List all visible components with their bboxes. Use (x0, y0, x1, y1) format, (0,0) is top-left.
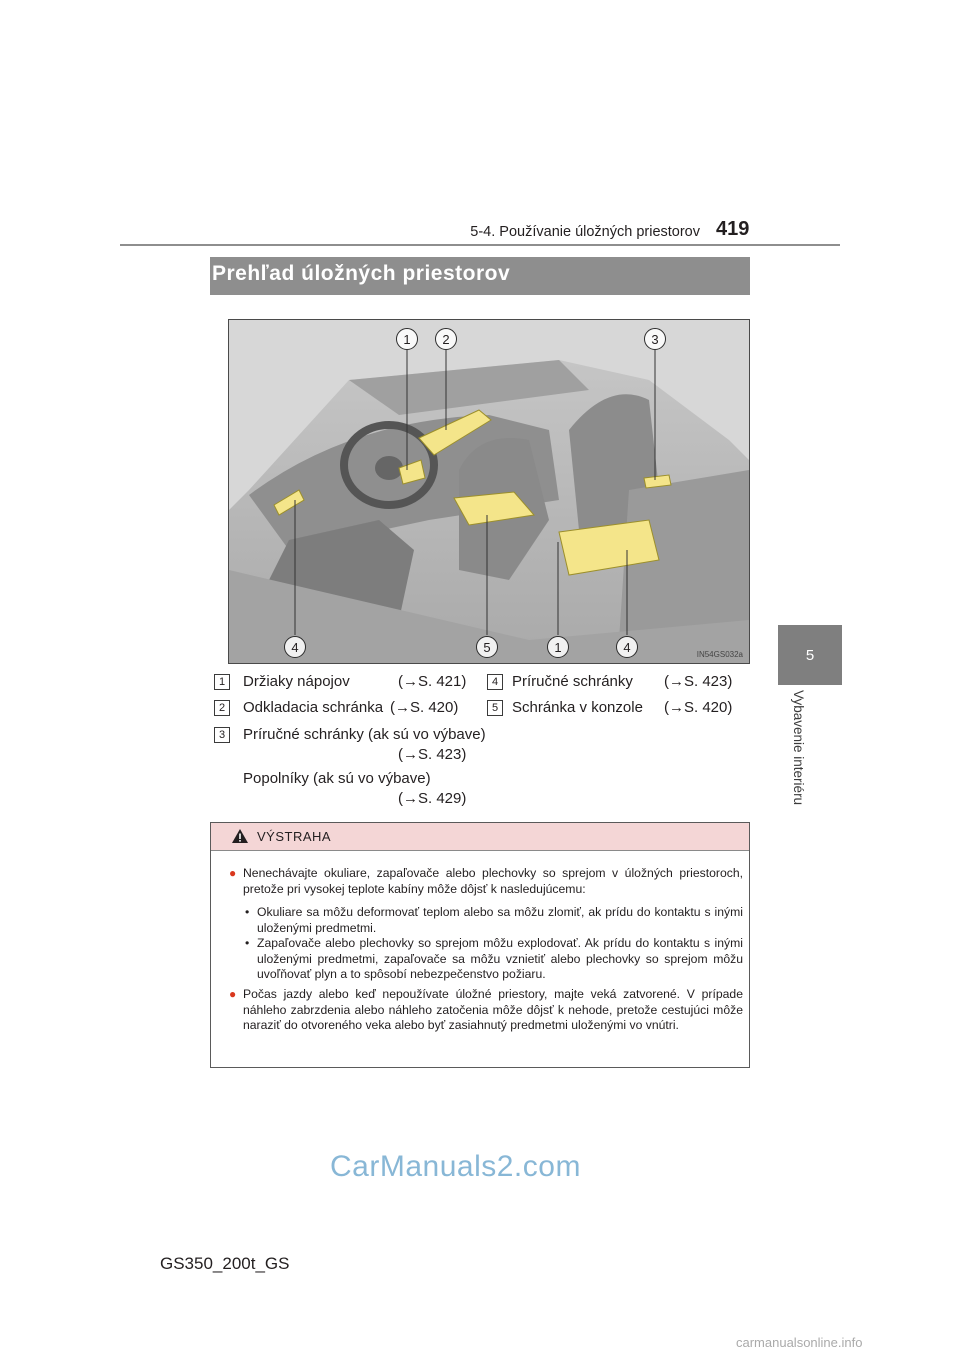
warning-sub-bullet-1: • (245, 905, 250, 919)
legend-number-3: 3 (214, 727, 230, 743)
warning-item-1: Nenechávajte okuliare, zapaľovače alebo plechovky so sprejom v úložných priestoroch, pretože pri vysokej teplote kabíny môže dôjsť k nasledujúcemu: (243, 866, 743, 896)
callout-1-top: 1 (396, 328, 418, 350)
legend-label-5: Schránka v konzole (512, 699, 643, 716)
warning-sub-1: Okuliare sa môžu deformovať teplom alebo sa môžu zlomiť, ak prídu do kontaktu s inými uloženými predmetmi. (257, 905, 743, 935)
legend-ref-ashtrays: (→S. 429) (398, 790, 467, 807)
warning-sub-bullet-2: • (245, 936, 250, 950)
warning-sub-2: Zapaľovače alebo plechovky so sprejom môžu explodovať. Ak prídu do kontaktu s inými uloženými predmetmi, zapaľovače sa môžu vznietiť alebo plechovky so sprejom môžu uvoľňovať plyn a to spôsobí nebezpečenstvo požiaru. (257, 936, 743, 981)
warning-triangle-icon (231, 828, 249, 844)
warning-title: VÝSTRAHA (257, 829, 332, 844)
legend-label-2: Odkladacia schránka (243, 699, 384, 716)
section-title: Prehľad úložných priestorov (212, 262, 511, 285)
watermark-logo: CarManuals2.com (330, 1150, 581, 1183)
warning-bullet-1: ● (229, 866, 237, 880)
legend-ref-2: (→S. 420) (390, 699, 459, 716)
legend-ref-5: (→S. 420) (664, 699, 733, 716)
header-section-title: 5-4. Používanie úložných priestorov (470, 224, 700, 240)
header-rule (120, 244, 840, 246)
image-code: IN54GS032a (696, 650, 743, 659)
car-interior-drawing (229, 320, 749, 663)
legend-ref-4: (→S. 423) (664, 673, 733, 690)
legend-number-2: 2 (214, 700, 230, 716)
callout-4-bottom-right: 4 (616, 636, 638, 658)
legend-number-5: 5 (487, 700, 503, 716)
watermark-site: carmanualsonline.info (736, 1335, 863, 1350)
callout-4-bottom-left: 4 (284, 636, 306, 658)
legend-label-1: Držiaky nápojov (243, 673, 350, 690)
chapter-tab: 5 (778, 625, 842, 685)
callout-5-bottom: 5 (476, 636, 498, 658)
warning-bullet-2: ● (229, 987, 237, 1001)
legend-label-ashtrays: Popolníky (ak sú vo výbave) (243, 770, 431, 787)
warning-header (211, 823, 749, 851)
page-number: 419 (716, 218, 750, 240)
legend-number-4: 4 (487, 674, 503, 690)
callout-2-top: 2 (435, 328, 457, 350)
legend-label-3: Príručné schránky (ak sú vo výbave) (243, 726, 486, 743)
interior-illustration (228, 319, 750, 664)
footer-model-code: GS350_200t_GS (160, 1254, 290, 1273)
warning-item-2: Počas jazdy alebo keď nepoužívate úložné priestory, majte veká zatvorené. V prípade náhleho zabrzdenia alebo náhleho zatočenia môže dôjsť k nehode, pretože cestujúci môže naraziť do otvoreného veka alebo byť zasiahnutý predmetmi uloženými vo vnútri. (243, 987, 743, 1032)
warning-box (210, 822, 750, 1068)
legend-label-4: Príručné schránky (512, 673, 633, 690)
legend-number-1: 1 (214, 674, 230, 690)
callout-1-bottom: 1 (547, 636, 569, 658)
legend-ref-3: (→S. 423) (398, 746, 467, 763)
legend-ref-1: (→S. 421) (398, 673, 467, 690)
callout-3-top: 3 (644, 328, 666, 350)
chapter-label: Vybavenie interiéru (791, 690, 806, 806)
